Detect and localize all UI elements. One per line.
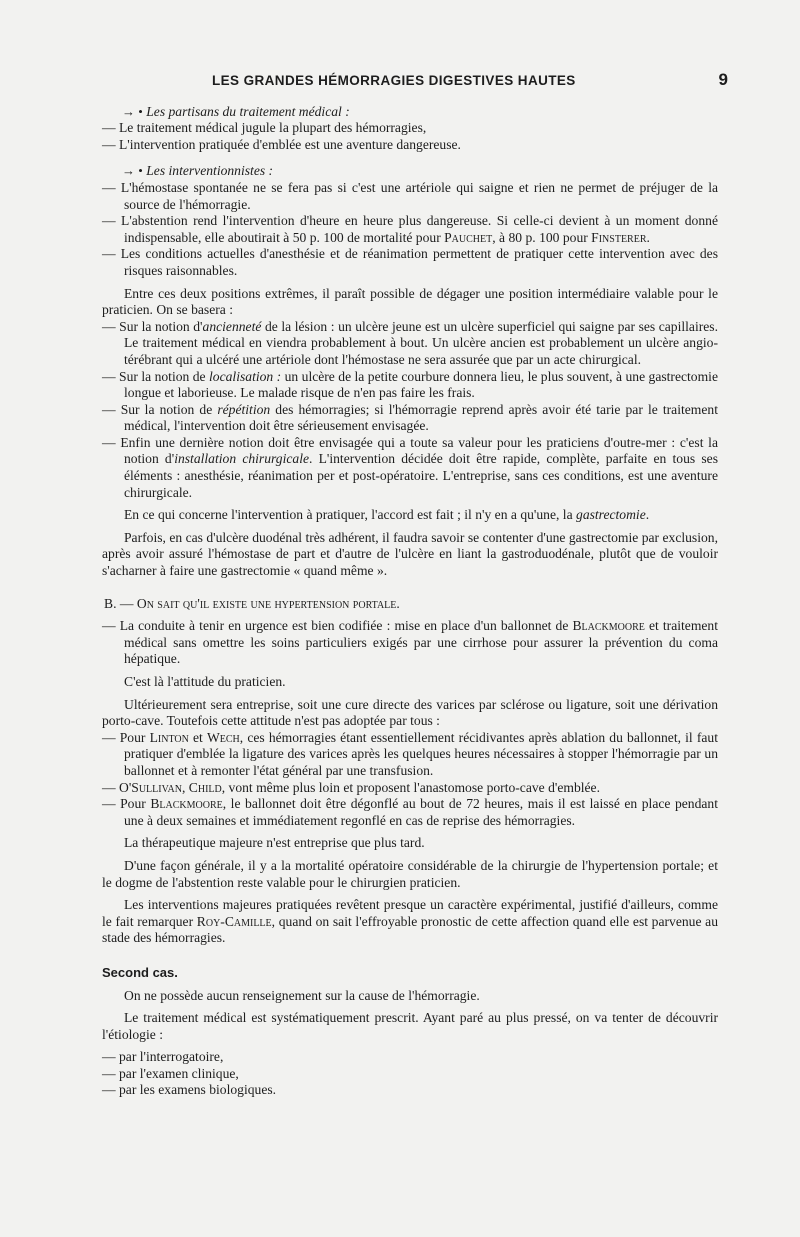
running-title: LES GRANDES HÉMORRAGIES DIGESTIVES HAUTES (212, 73, 576, 88)
list-item: — par l'examen clinique, (102, 1065, 239, 1081)
paragraph: Ultérieurement sera entreprise, soit une cure directe des varices par sclérose ou ligature, soit une dérivation porto-cave. Toutefois cette attitude n'est pas adoptée par tous : (102, 696, 718, 729)
paragraph: En ce qui concerne l'intervention à pratiquer, l'accord est fait ; il n'y en a qu'une, la gastrectomie. (124, 507, 650, 523)
page-header (212, 72, 728, 90)
list-item: — L'abstention rend l'intervention d'heure en heure plus dangereuse. Si celle-ci devient à un moment donné indispensable, elle aboutirait à 50 p. 100 de mortalité pour Pauchet, à 80 p. 100 pour Finsterer. (102, 213, 718, 245)
second-case-title: Second cas. (102, 964, 178, 980)
list-item: — L'hémostase spontanée ne se fera pas si c'est une artériole qui saigne et rien ne permet de préjuger de la source de l'hémorragie. (102, 179, 718, 212)
paragraph: Entre ces deux positions extrêmes, il paraît possible de dégager une position intermédiaire valable pour le praticien. On se basera : (102, 285, 718, 318)
interv-heading: → • Les interventionnistes : (122, 163, 274, 179)
list-item: — Enfin une dernière notion doit être envisagée qui a toute sa valeur pour les praticiens d'outre-mer : c'est la notion d'installation chirurgicale. L'intervention décidée doit être rapide, complète, parfaite en tous ses éléments : anesthésie, réanimation per et post-opératoire. L'entreprise, sans ces conditions, est une aventure chirurgicale. (102, 434, 718, 500)
list-item: — Sur la notion de localisation : un ulcère de la petite courbure donnera lieu, le plus souvent, à une gastrectomie longue et laborieuse. Le malade risque de n'en pas faire les frais. (102, 368, 718, 401)
paragraph: Parfois, en cas d'ulcère duodénal très adhérent, il faudra savoir se contenter d'une gastrectomie par exclusion, après avoir assuré l'hémostase de part et d'autre de l'ulcère en liant la gastroduodénale, plutôt que de vouloir s'acharner à faire une gastrectomie « quand même ». (102, 529, 718, 579)
list-item: — Le traitement médical jugule la plupart des hémorragies, (102, 120, 427, 136)
paragraph: Les interventions majeures pratiquées revêtent presque un caractère expérimental, justifié d'ailleurs, comme le fait remarquer Roy-Camille, quand on sait l'effroyable pronostic de cette affection quand elle est parvenue au stade des hémorragies. (102, 897, 718, 946)
list-item: — Les conditions actuelles d'anesthésie et de réanimation permettent de pratiquer cette intervention avec des risques raisonnables. (102, 246, 718, 278)
section-b-title: B. — On sait qu'il existe une hypertension portale. (104, 595, 400, 611)
list-item: — L'intervention pratiquée d'emblée est une aventure dangereuse. (102, 136, 461, 152)
paragraph: La thérapeutique majeure n'est entreprise que plus tard. (124, 835, 425, 851)
arrow-bullet-icon: → • (122, 163, 143, 179)
list-item: — Sur la notion de répétition des hémorragies; si l'hémorragie reprend après avoir été tarie par le traitement médical, l'intervention doit être sérieusement envisagée. (102, 401, 718, 434)
paragraph: Le traitement médical est systématiquement prescrit. Ayant paré au plus pressé, on va tenter de découvrir l'étiologie : (102, 1010, 718, 1042)
list-item: — Pour Linton et Wech, ces hémorragies étant essentiellement récidivantes après ablation du ballonnet, il faut pratiquer d'emblée la ligature des varices après les quelques heures nécessaires à stopper l'hémorragie par un ballonnet et à remonter l'état général par une transfusion. (102, 729, 718, 778)
list-item: — Pour Blackmoore, le ballonnet doit être dégonflé au bout de 72 heures, mais il est laissé en place pendant une à deux semaines et immédiatement regonflé en cas de reprise des hémorragies. (102, 796, 718, 828)
paragraph: C'est là l'attitude du praticien. (124, 674, 286, 689)
list-item: — Sur la notion d'ancienneté de la lésion : un ulcère jeune est un ulcère superficiel qui saigne par ses capillaires. Le traitement médical en viendra probablement à bout. Un ulcère ancien est probablement un ulcère angio-térébrant qui a ulcéré une artériole dont l'hémostase ne sera assurée que par un acte chirurgical. (102, 318, 718, 367)
arrow-bullet-icon: → • (122, 103, 143, 119)
list-item: — La conduite à tenir en urgence est bien codifiée : mise en place d'un ballonnet de Blackmoore et traitement médical sans omettre les soins particuliers exigés par une cirrhose pour assurer la prévention du coma hépatique. (102, 618, 719, 667)
list-item: — par les examens biologiques. (102, 1082, 277, 1098)
list-item: — par l'interrogatoire, (102, 1049, 224, 1065)
paragraph: D'une façon générale, il y a la mortalité opératoire considérable de la chirurgie de l'hypertension portale; et le dogme de l'abstention reste valable pour le chirurgien praticien. (102, 857, 718, 890)
page-number: 9 (718, 70, 728, 89)
paragraph: On ne possède aucun renseignement sur la cause de l'hémorragie. (124, 987, 480, 1003)
list-item: — O'Sullivan, Child, vont même plus loin et proposent l'anastomose porto-cave d'emblée. (102, 779, 600, 795)
medical-heading: → • Les partisans du traitement médical : (122, 103, 350, 119)
